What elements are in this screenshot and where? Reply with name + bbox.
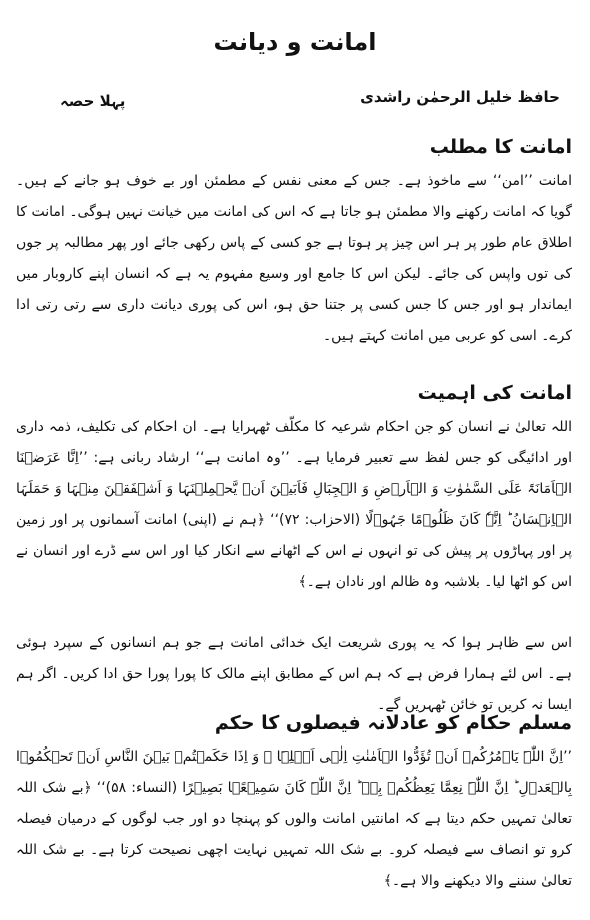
paragraph-justice-ayah: ’’اِنَّ اللّٰہَ یَاۡمُرُکُمۡ اَنۡ تُؤَدُّوا الۡاَمٰنٰتِ اِلٰۤی اَہۡلِہَا ۙ وَ اِذَا حَکَمۡتُمۡ بَیۡنَ النَّاسِ اَنۡ تَحۡکُمُوۡا بِالۡعَدۡلِ ؕ اِنَّ اللّٰہَ نِعِمَّا یَعِظُکُمۡ بِہٖ ؕ اِنَّ اللّٰہَ کَانَ سَمِیۡعًۢا بَصِیۡرًا (النساء: ۵۸)‘‘ ﴿بے شک اللہ تعالیٰ تمہیں حکم دیتا ہے کہ امانتیں امانت والوں کو پہنچا دو اور جب لوگوں کے درمیان فیصلہ کرو تو انصاف سے فیصلہ کرو۔ بے شک اللہ تمہیں نہایت اچھی نصیحت کرتا ہے۔ بے شک اللہ تعالیٰ سننے والا دیکھنے والا ہے۔﴾ <box>16 749 572 889</box>
paragraph-importance-conclusion: اس سے ظاہر ہوا کہ یہ پوری شریعت ایک خدائی امانت ہے جو ہم انسانوں کے سپرد ہوئی ہے۔ اس لئے ہمارا فرض ہے کہ ہم اس کے مطابق اپنے مالک کا پورا پورا حق ادا کریں۔ اگر ہم ایسا نہ کریں تو خائن ٹھہریں گے۔ <box>16 635 572 713</box>
section-heading-importance: امانت کی اہمیت <box>417 382 572 404</box>
document-title: امانت و دیانت <box>213 28 377 56</box>
section-heading-justice: مسلم حکام کو عادلانہ فیصلوں کا حکم <box>214 712 572 734</box>
paragraph-meaning: امانت ’’امن‘‘ سے ماخوذ ہے۔ جس کے معنی نفس کے مطمئن اور بے خوف ہو جانے کے ہیں۔ گویا کہ امانت رکھنے والا مطمئن ہو جاتا ہے کہ اس کی امانت میں خیانت نہیں ہوگی۔ امانت کا اطلاق عام طور پر ہر اس چیز پر ہوتا ہے جو کسی کے پاس رکھی جائے اور پھر مطالبہ پر جوں کی توں واپس کی جائے۔ لیکن اس کا جامع اور وسیع مفہوم یہ ہے کہ انسان اپنے کاروبار میں ایماندار ہو اور جس کا جس کسی پر جتنا حق ہو، اس کی پوری دیانت داری سے رتی رتی ادا کرے۔ اسی کو عربی میں امانت کہتے ہیں۔ <box>16 173 572 344</box>
section-heading-meaning: امانت کا مطلب <box>429 136 572 158</box>
byline <box>0 88 590 116</box>
paragraph-importance-ayah: اللہ تعالیٰ نے انسان کو جن احکام شرعیہ کا مکلّف ٹھہرایا ہے۔ ان احکام کی تکلیف، ذمہ داری اور ادائیگی کو جس لفظ سے تعبیر فرمایا ہے۔ ’’وہ امانت ہے‘‘ ارشاد ربانی ہے: ’’اِنَّا عَرَضۡنَا الۡاَمَانَۃَ عَلَی السَّمٰوٰتِ وَ الۡاَرۡضِ وَ الۡجِبَالِ فَاَبَیۡنَ اَنۡ یَّحۡمِلۡنَہَا وَ اَشۡفَقۡنَ مِنۡہَا وَ حَمَلَہَا الۡاِنۡسَانُ ؕ اِنَّہٗ کَانَ ظَلُوۡمًا جَہُوۡلًا (الاحزاب: ۷۲)‘‘ ﴿ہم نے (اپنی) امانت آسمانوں پر اور زمین پر اور پہاڑوں پر پیش کی تو انہوں نے اس کے اٹھانے سے انکار کیا اور اس سے ڈرے اور انسان نے اس کو اٹھا لیا۔ بلاشبہ وہ ظالم اور نادان ہے۔﴾ <box>16 419 572 590</box>
author-name: حافظ خلیل الرحمٰن راشدی <box>360 88 560 106</box>
part-label: پہلا حصہ <box>60 92 126 110</box>
